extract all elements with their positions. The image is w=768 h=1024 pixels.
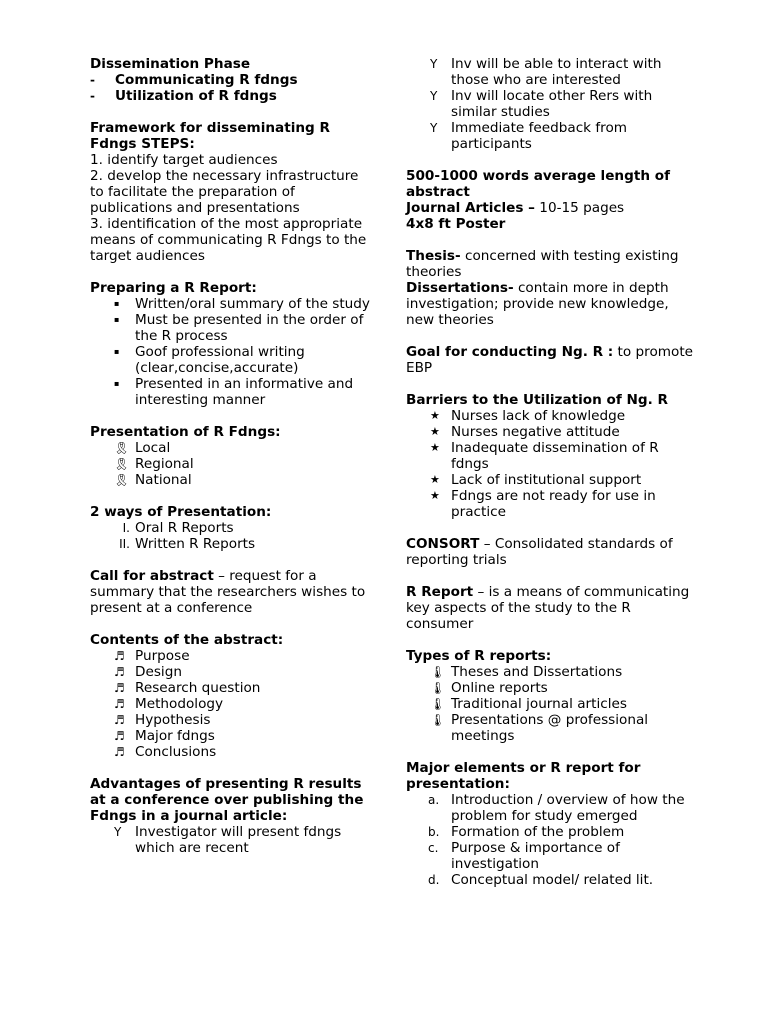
- framework-step: 1. identify target audiences: [90, 152, 278, 168]
- list-item: ♬ Methodology: [114, 696, 224, 712]
- list-item: ★ Nurses negative attitude: [430, 424, 620, 440]
- square-bullet-icon: ▪: [114, 299, 120, 308]
- list-item: ★ Nurses lack of knowledge: [430, 408, 626, 424]
- call-section: [90, 568, 375, 616]
- barriers-title: Barriers to the Utilization of Ng. R: [406, 392, 669, 408]
- advantages-title: Advantages of presenting R results at a conference over publishing the Fdngs in a journal article:: [90, 776, 364, 824]
- contents-list: [90, 648, 375, 760]
- ways-title: 2 ways of Presentation:: [90, 504, 272, 520]
- list-item: ♬ Research question: [114, 680, 261, 696]
- abstract-length-section: [406, 168, 696, 232]
- list-item: ▪ Presented in an informative and interesting manner: [114, 376, 354, 408]
- roman-numeral: II.: [119, 537, 130, 551]
- ways-list: [90, 520, 375, 552]
- list-item: ♬ Major fdngs: [114, 728, 215, 744]
- goal-section: [406, 344, 696, 376]
- list-item: 🌡 Theses and Dissertations: [430, 664, 623, 680]
- goal-definition: Goal for conducting Ng. R : to promote EBP: [406, 344, 694, 376]
- roman-numeral: I.: [122, 521, 130, 535]
- framework-title: Framework for disseminating R Fdngs STEPS:: [90, 120, 330, 152]
- barriers-list: [406, 408, 696, 520]
- letter-marker: a.: [428, 793, 440, 807]
- list-item: 🎗 National: [114, 472, 192, 488]
- preparing-title: Preparing a R Report:: [90, 280, 257, 296]
- music-note-icon: ♬: [114, 729, 125, 743]
- martini-glass-icon: Y: [430, 121, 438, 135]
- poster-size: 4x8 ft Poster: [406, 216, 506, 232]
- elements-title: Major elements or R report for presentation:: [406, 760, 641, 792]
- list-item: 🎗 Local: [114, 440, 171, 456]
- list-item: ♬ Hypothesis: [114, 712, 211, 728]
- list-item: ♬ Design: [114, 664, 182, 680]
- preparing-list: [90, 296, 375, 408]
- dash-icon: -: [90, 73, 95, 87]
- list-item: ♬ Purpose: [114, 648, 190, 664]
- advantages-continued: [406, 56, 696, 152]
- ribbon-icon: 🎗: [114, 473, 130, 487]
- thermometer-icon: 🌡: [430, 697, 446, 711]
- list-item: 🎗 Regional: [114, 456, 194, 472]
- presentation-title: Presentation of R Fdngs:: [90, 424, 281, 440]
- report-section: [406, 584, 696, 632]
- star-icon: ★: [430, 441, 440, 454]
- advantages-list: [90, 824, 375, 856]
- list-item: ♬ Conclusions: [114, 744, 217, 760]
- list-item: 🌡 Traditional journal articles: [430, 696, 627, 712]
- list-item: Y Inv will be able to interact with those who are interested: [430, 56, 662, 88]
- left-column: [90, 56, 375, 872]
- elements-list: [406, 792, 696, 888]
- square-bullet-icon: ▪: [114, 379, 120, 388]
- thermometer-icon: 🌡: [430, 665, 446, 679]
- presentation-list: [90, 440, 375, 488]
- letter-marker: c.: [428, 841, 439, 855]
- framework-step: 2. develop the necessary infrastructure to facilitate the preparation of publications and presentations: [90, 168, 359, 216]
- contents-title: Contents of the abstract:: [90, 632, 284, 648]
- square-bullet-icon: ▪: [114, 315, 120, 324]
- presentation-section: [90, 424, 375, 488]
- ribbon-icon: 🎗: [114, 457, 130, 471]
- list-item: ★ Fdngs are not ready for use in practice: [430, 488, 656, 520]
- music-note-icon: ♬: [114, 681, 125, 695]
- abstract-length: 500-1000 words average length of abstract: [406, 168, 671, 200]
- dissemination-title: Dissemination Phase: [90, 56, 251, 72]
- right-column: [406, 56, 696, 904]
- list-item: 🌡 Online reports: [430, 680, 548, 696]
- types-title: Types of R reports:: [406, 648, 552, 664]
- thermometer-icon: 🌡: [430, 713, 446, 727]
- ribbon-icon: 🎗: [114, 441, 130, 455]
- martini-glass-icon: Y: [430, 89, 438, 103]
- thesis-section: [406, 248, 696, 328]
- letter-marker: d.: [428, 873, 440, 887]
- framework-section: [90, 120, 375, 264]
- music-note-icon: ♬: [114, 697, 125, 711]
- consort-section: [406, 536, 696, 568]
- list-item: ▪ Must be presented in the order of the R process: [114, 312, 364, 344]
- square-bullet-icon: ▪: [114, 347, 120, 356]
- elements-section: [406, 760, 696, 888]
- music-note-icon: ♬: [114, 665, 125, 679]
- list-item: II. Written R Reports: [90, 536, 375, 552]
- consort-definition: CONSORT – Consolidated standards of reporting trials: [406, 536, 673, 568]
- ways-section: [90, 504, 375, 552]
- list-item: Y Investigator will present fdngs which are recent: [114, 824, 342, 856]
- advantages-section: [90, 776, 375, 856]
- thesis-definition: Thesis- concerned with testing existing theories: [406, 248, 679, 280]
- dissemination-section: [90, 56, 375, 104]
- list-item: c. Purpose & importance of investigation: [428, 840, 620, 872]
- contents-section: [90, 632, 375, 760]
- list-item: ▪ Written/oral summary of the study: [114, 296, 370, 312]
- list-item: ★ Lack of institutional support: [430, 472, 642, 488]
- list-item: - Communicating R fdngs: [90, 72, 298, 88]
- journal-articles: Journal Articles – 10-15 pages: [406, 200, 625, 216]
- dissemination-list: [90, 72, 375, 104]
- star-icon: ★: [430, 425, 440, 438]
- star-icon: ★: [430, 473, 440, 486]
- preparing-section: [90, 280, 375, 408]
- types-list: [406, 664, 696, 744]
- music-note-icon: ♬: [114, 713, 125, 727]
- types-section: [406, 648, 696, 744]
- list-item: a. Introduction / overview of how the problem for study emerged: [428, 792, 685, 824]
- martini-glass-icon: Y: [430, 57, 438, 71]
- list-item: I. Oral R Reports: [90, 520, 375, 536]
- list-item: b. Formation of the problem: [428, 824, 625, 840]
- list-item: ★ Inadequate dissemination of R fdngs: [430, 440, 659, 472]
- dash-icon: -: [90, 89, 95, 103]
- martini-glass-icon: Y: [114, 825, 122, 839]
- report-definition: R Report – is a means of communicating key aspects of the study to the R consumer: [406, 584, 690, 632]
- star-icon: ★: [430, 409, 440, 422]
- list-item: 🌡 Presentations @ professional meetings: [430, 712, 649, 744]
- list-item: Y Inv will locate other Rers with similar studies: [430, 88, 653, 120]
- barriers-section: [406, 392, 696, 520]
- letter-marker: b.: [428, 825, 440, 839]
- dissertations-definition: Dissertations- contain more in depth investigation; provide new knowledge, new theories: [406, 280, 669, 328]
- list-item: ▪ Goof professional writing (clear,concise,accurate): [114, 344, 305, 376]
- list-item: - Utilization of R fdngs: [90, 88, 277, 104]
- thermometer-icon: 🌡: [430, 681, 446, 695]
- list-item: Y Immediate feedback from participants: [430, 120, 628, 152]
- star-icon: ★: [430, 489, 440, 502]
- framework-step: 3. identification of the most appropriate means of communicating R Fdngs to the target audiences: [90, 216, 367, 264]
- list-item: d. Conceptual model/ related lit.: [428, 872, 654, 888]
- music-note-icon: ♬: [114, 745, 125, 759]
- advantages-list-continued: [406, 56, 696, 152]
- call-definition: Call for abstract – request for a summary that the researchers wishes to present at a conference: [90, 568, 366, 616]
- music-note-icon: ♬: [114, 649, 125, 663]
